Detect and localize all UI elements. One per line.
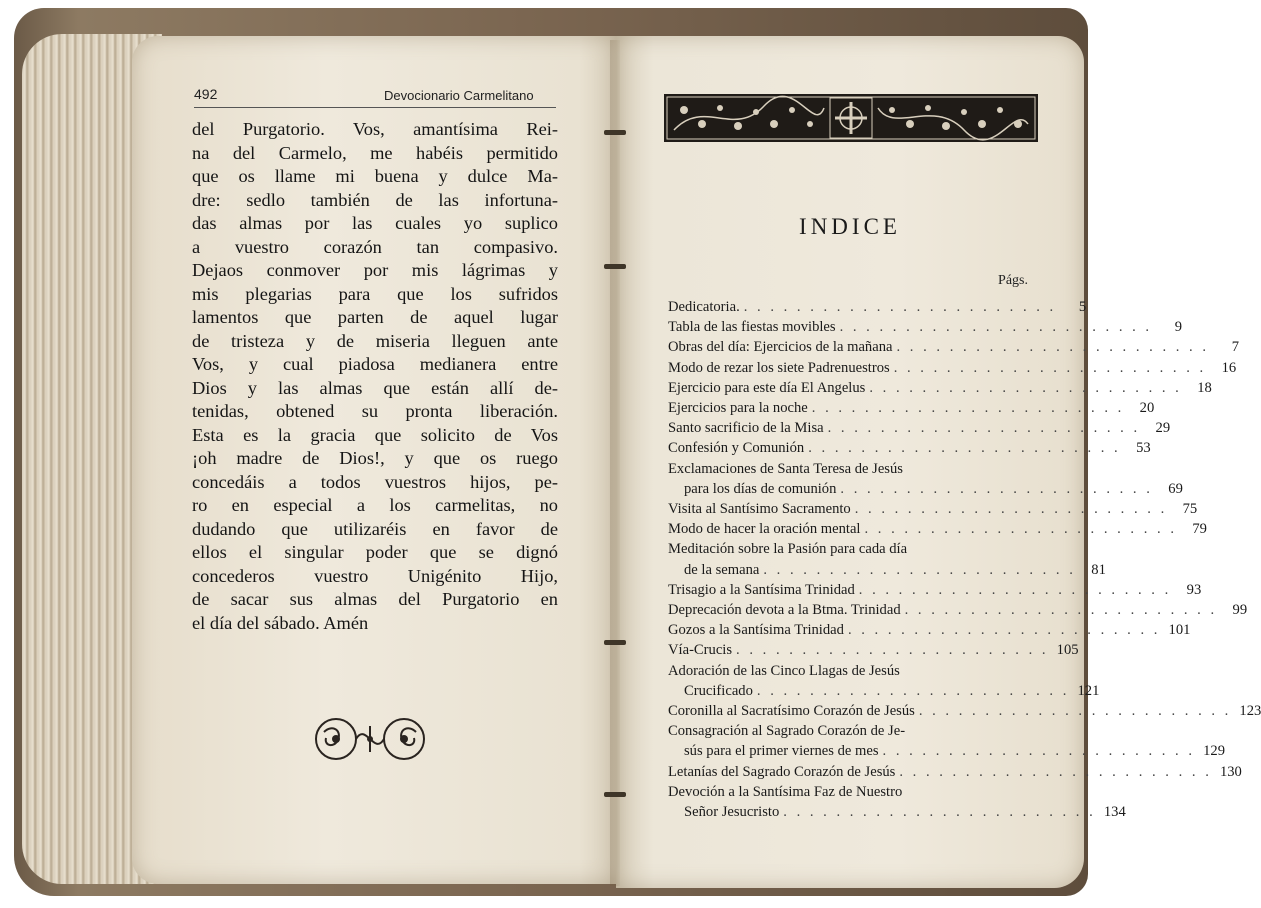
running-title: Devocionario Carmelitano xyxy=(384,88,534,103)
toc-entry-page: 81 xyxy=(1091,561,1106,578)
toc-entry-page: 18 xyxy=(1197,379,1212,396)
toc-leader-dots: . . . . . . . . . . . . . . . . . . . . . . . . xyxy=(811,400,1125,417)
body-line: de tristeza y de miseria lleguen ante xyxy=(192,330,558,351)
body-line: mis plegarias para que los sufridos xyxy=(192,283,558,304)
toc-entry-page: 105 xyxy=(1056,642,1079,659)
header-rule xyxy=(194,107,556,108)
toc-leader-dots: . . . . . . . . . . . . . . . . . . . . . . . . xyxy=(808,440,1121,457)
toc-entry xyxy=(668,701,1261,721)
toc-entry xyxy=(668,479,1183,499)
toc-entry xyxy=(668,459,1028,479)
toc-entry-title: de la semana xyxy=(684,561,760,578)
toc-leader-dots: . . . . . . . . . . . . . . . . . . . . . . . . xyxy=(827,420,1141,437)
body-line: das almas por las cuales yo suplico xyxy=(192,213,558,233)
toc-leader-dots: . . . . . . . . . . . . . . . . . . . . . . . . xyxy=(896,339,1209,356)
body-line: Dios y las almas que están allí de- xyxy=(192,377,558,398)
toc-leader-dots: . . . . . . . . . . . . . . . . . . . . . . . . xyxy=(756,682,1070,699)
toc-entry-title: Trisagio a la Santísima Trinidad xyxy=(668,581,855,598)
body-line: del Purgatorio. Vos, amantísima Rei- xyxy=(192,119,558,139)
toc-entry-title: Crucificado xyxy=(684,682,753,699)
toc-leader-dots: . . . . . . . . . . . . . . . . . . . . . . . . xyxy=(743,299,1057,315)
toc-entry xyxy=(668,499,1198,519)
toc-leader-dots: . . . . . . . . . . . . . . . . . . . . . . . . xyxy=(839,319,1153,336)
body-line: a vuestro corazón tan compasivo. xyxy=(192,236,558,257)
toc-entry-title: Meditación sobre la Pasión para cada día xyxy=(668,541,908,558)
toc-entry xyxy=(668,418,1171,438)
toc-entry xyxy=(668,620,1191,640)
body-line: dre: sedlo también de las infortuna- xyxy=(192,189,558,210)
index-title: INDICE xyxy=(799,214,901,239)
toc-entry-title: Modo de rezar los siete Padrenuestros xyxy=(668,359,890,376)
toc-entry-title: Obras del día: Ejercicios de la mañana xyxy=(668,339,893,356)
toc-entry-title: Adoración de las Cinco Llagas de Jesús xyxy=(668,662,900,679)
toc-entry xyxy=(668,580,1202,600)
toc-leader-dots: . . . . . . . . . . . . . . . . . . . . . . . . xyxy=(736,642,1049,659)
toc-entry xyxy=(668,378,1212,398)
body-line: Vos, y cual piadosa medianera entre xyxy=(192,354,558,374)
toc-entry-page: 93 xyxy=(1186,581,1202,598)
toc-entry-page: 7 xyxy=(1231,339,1239,356)
decorative-header-band-icon xyxy=(664,94,1038,142)
toc-entry-title: Dedicatoria. xyxy=(668,299,740,315)
body-line: Dejaos conmover por mis lágrimas y xyxy=(192,260,558,280)
book-gutter xyxy=(610,40,620,886)
toc-entry-title: Exclamaciones de Santa Teresa de Jesús xyxy=(668,460,903,477)
toc-entry-page: 20 xyxy=(1139,400,1155,417)
toc-entry xyxy=(668,398,1155,418)
toc-leader-dots: . . . . . . . . . . . . . . . . . . . . . . . . xyxy=(840,480,1153,497)
body-line: Esta es la gracia que solicito de Vos xyxy=(192,424,558,445)
toc-leader-dots: . . . . . . . . . . . . . . . . . . . . . . . . xyxy=(864,521,1177,538)
body-line: ro en especial a los carmelitas, no xyxy=(192,495,558,515)
toc-entry-title: Vía-Crucis xyxy=(668,642,733,659)
binding-stitch xyxy=(604,640,626,645)
toc-leader-dots: . . . . . . . . . . . . . . . . . . . . . . . . xyxy=(854,501,1168,518)
body-text xyxy=(192,118,558,635)
toc-leader-dots: . . . . . . . . . . . . . . . . . . . . . . . . xyxy=(869,379,1182,396)
toc-entry xyxy=(668,560,1106,580)
toc-entry xyxy=(668,337,1239,357)
toc-entry xyxy=(668,721,1028,741)
toc-entry-title: Coronilla al Sacratísimo Corazón de Jesús xyxy=(668,703,915,720)
toc-entry xyxy=(668,802,1126,822)
toc-entry-title: Deprecación devota a la Btma. Trinidad xyxy=(668,602,901,619)
toc-entry xyxy=(668,762,1242,782)
body-line: na del Carmelo, me habéis permitido xyxy=(192,142,558,163)
toc-entry-title: Confesión y Comunión xyxy=(668,440,805,457)
toc-entry-page: 79 xyxy=(1192,521,1207,538)
toc-entry-title: Devoción a la Santísima Faz de Nuestro xyxy=(668,783,903,800)
toc-entry-title: Gozos a la Santísima Trinidad xyxy=(668,622,844,639)
toc-leader-dots: . . . . . . . . . . . . . . . . . . . . . . . . xyxy=(858,581,1172,598)
toc-leader-dots: . . . . . . . . . . . . . . . . . . . . . . . . xyxy=(882,743,1195,760)
toc-entry-title: Señor Jesucristo xyxy=(684,804,780,821)
toc-entry xyxy=(668,661,1028,681)
binding-stitch xyxy=(604,792,626,797)
toc-leader-dots: . . . . . . . . . . . . . . . . . . . . . . . . xyxy=(783,804,1096,821)
pages-column-label: Págs. xyxy=(998,273,1028,288)
toc-entry-title: Consagración al Sagrado Corazón de Je- xyxy=(668,723,906,740)
toc-entry-page: 101 xyxy=(1168,622,1191,639)
toc-entry xyxy=(668,640,1079,660)
toc-entry xyxy=(668,782,1028,802)
toc-entry-page: 134 xyxy=(1103,804,1126,821)
floral-ornament-icon xyxy=(310,712,430,766)
binding-stitch xyxy=(604,264,626,269)
toc-entry-title: Tabla de las fiestas movibles xyxy=(668,319,836,336)
toc-entry-page: 130 xyxy=(1219,763,1242,780)
toc-entry-page: 75 xyxy=(1182,501,1198,518)
toc-entry xyxy=(668,539,1028,559)
toc-entry xyxy=(668,741,1225,761)
body-line: dudando que utilizaréis en favor de xyxy=(192,518,558,539)
table-of-contents xyxy=(668,297,1261,822)
toc-entry-title: Modo de hacer la oración mental xyxy=(668,521,861,538)
toc-entry xyxy=(668,358,1237,378)
toc-entry-page: 123 xyxy=(1239,703,1261,720)
toc-entry-page: 129 xyxy=(1203,743,1225,760)
toc-leader-dots: . . . . . . . . . . . . . . . . . . . . . . . . xyxy=(899,763,1212,780)
body-line: ¡oh madre de Dios!, y que os ruego xyxy=(192,448,558,468)
toc-entry-title: para los días de comunión xyxy=(684,480,837,497)
toc-entry-page: 16 xyxy=(1221,359,1237,376)
toc-entry-page: 29 xyxy=(1155,420,1171,437)
toc-entry-title: Ejercicios para la noche xyxy=(668,400,808,417)
toc-entry-title: Letanías del Sagrado Corazón de Jesús xyxy=(668,763,896,780)
toc-leader-dots: . . . . . . . . . . . . . . . . . . . . . . . . xyxy=(904,602,1218,619)
toc-entry xyxy=(668,600,1248,620)
body-line: tenidas, obtened su pronta liberación. xyxy=(192,401,558,421)
toc-leader-dots: . . . . . . . . . . . . . . . . . . . . . . . . xyxy=(847,622,1161,639)
toc-entry-title: Santo sacrificio de la Misa xyxy=(668,420,824,437)
body-line: de sacar sus almas del Purgatorio en xyxy=(192,589,558,609)
toc-entry-title: Ejercicio para este día El Angelus xyxy=(668,379,866,396)
toc-entry xyxy=(668,681,1100,701)
toc-entry-title: sús para el primer viernes de mes xyxy=(684,743,879,760)
body-line: concederos vuestro Unigénito Hijo, xyxy=(192,565,558,586)
toc-entry-page: 9 xyxy=(1174,319,1183,336)
binding-stitch xyxy=(604,130,626,135)
body-line: el día del sábado. Amén xyxy=(192,612,369,633)
toc-leader-dots: . . . . . . . . . . . . . . . . . . . . . . . . xyxy=(918,703,1232,720)
body-line: concedáis a todos vuestros hijos, pe- xyxy=(192,471,558,492)
toc-entry-title: Visita al Santísimo Sacramento xyxy=(668,501,851,518)
body-line: que os llame mi buena y dulce Ma- xyxy=(192,166,558,186)
toc-entry xyxy=(668,297,1087,317)
toc-entry-page: 99 xyxy=(1232,602,1248,619)
body-line: ellos el singular poder que se dignó xyxy=(192,542,558,562)
body-line: lamentos que parten de aquel lugar xyxy=(192,307,558,327)
page-number: 492 xyxy=(194,86,218,102)
toc-leader-dots: . . . . . . . . . . . . . . . . . . . . . . . . xyxy=(763,561,1076,578)
toc-entry-page: 5 xyxy=(1078,299,1087,315)
toc-leader-dots: . . . . . . . . . . . . . . . . . . . . . . . . xyxy=(893,359,1207,376)
toc-entry-page: 53 xyxy=(1136,440,1151,457)
toc-entry xyxy=(668,317,1183,337)
toc-entry-page: 121 xyxy=(1077,682,1100,699)
toc-entry xyxy=(668,438,1151,458)
toc-entry xyxy=(668,519,1207,539)
toc-entry-page: 69 xyxy=(1168,480,1183,497)
